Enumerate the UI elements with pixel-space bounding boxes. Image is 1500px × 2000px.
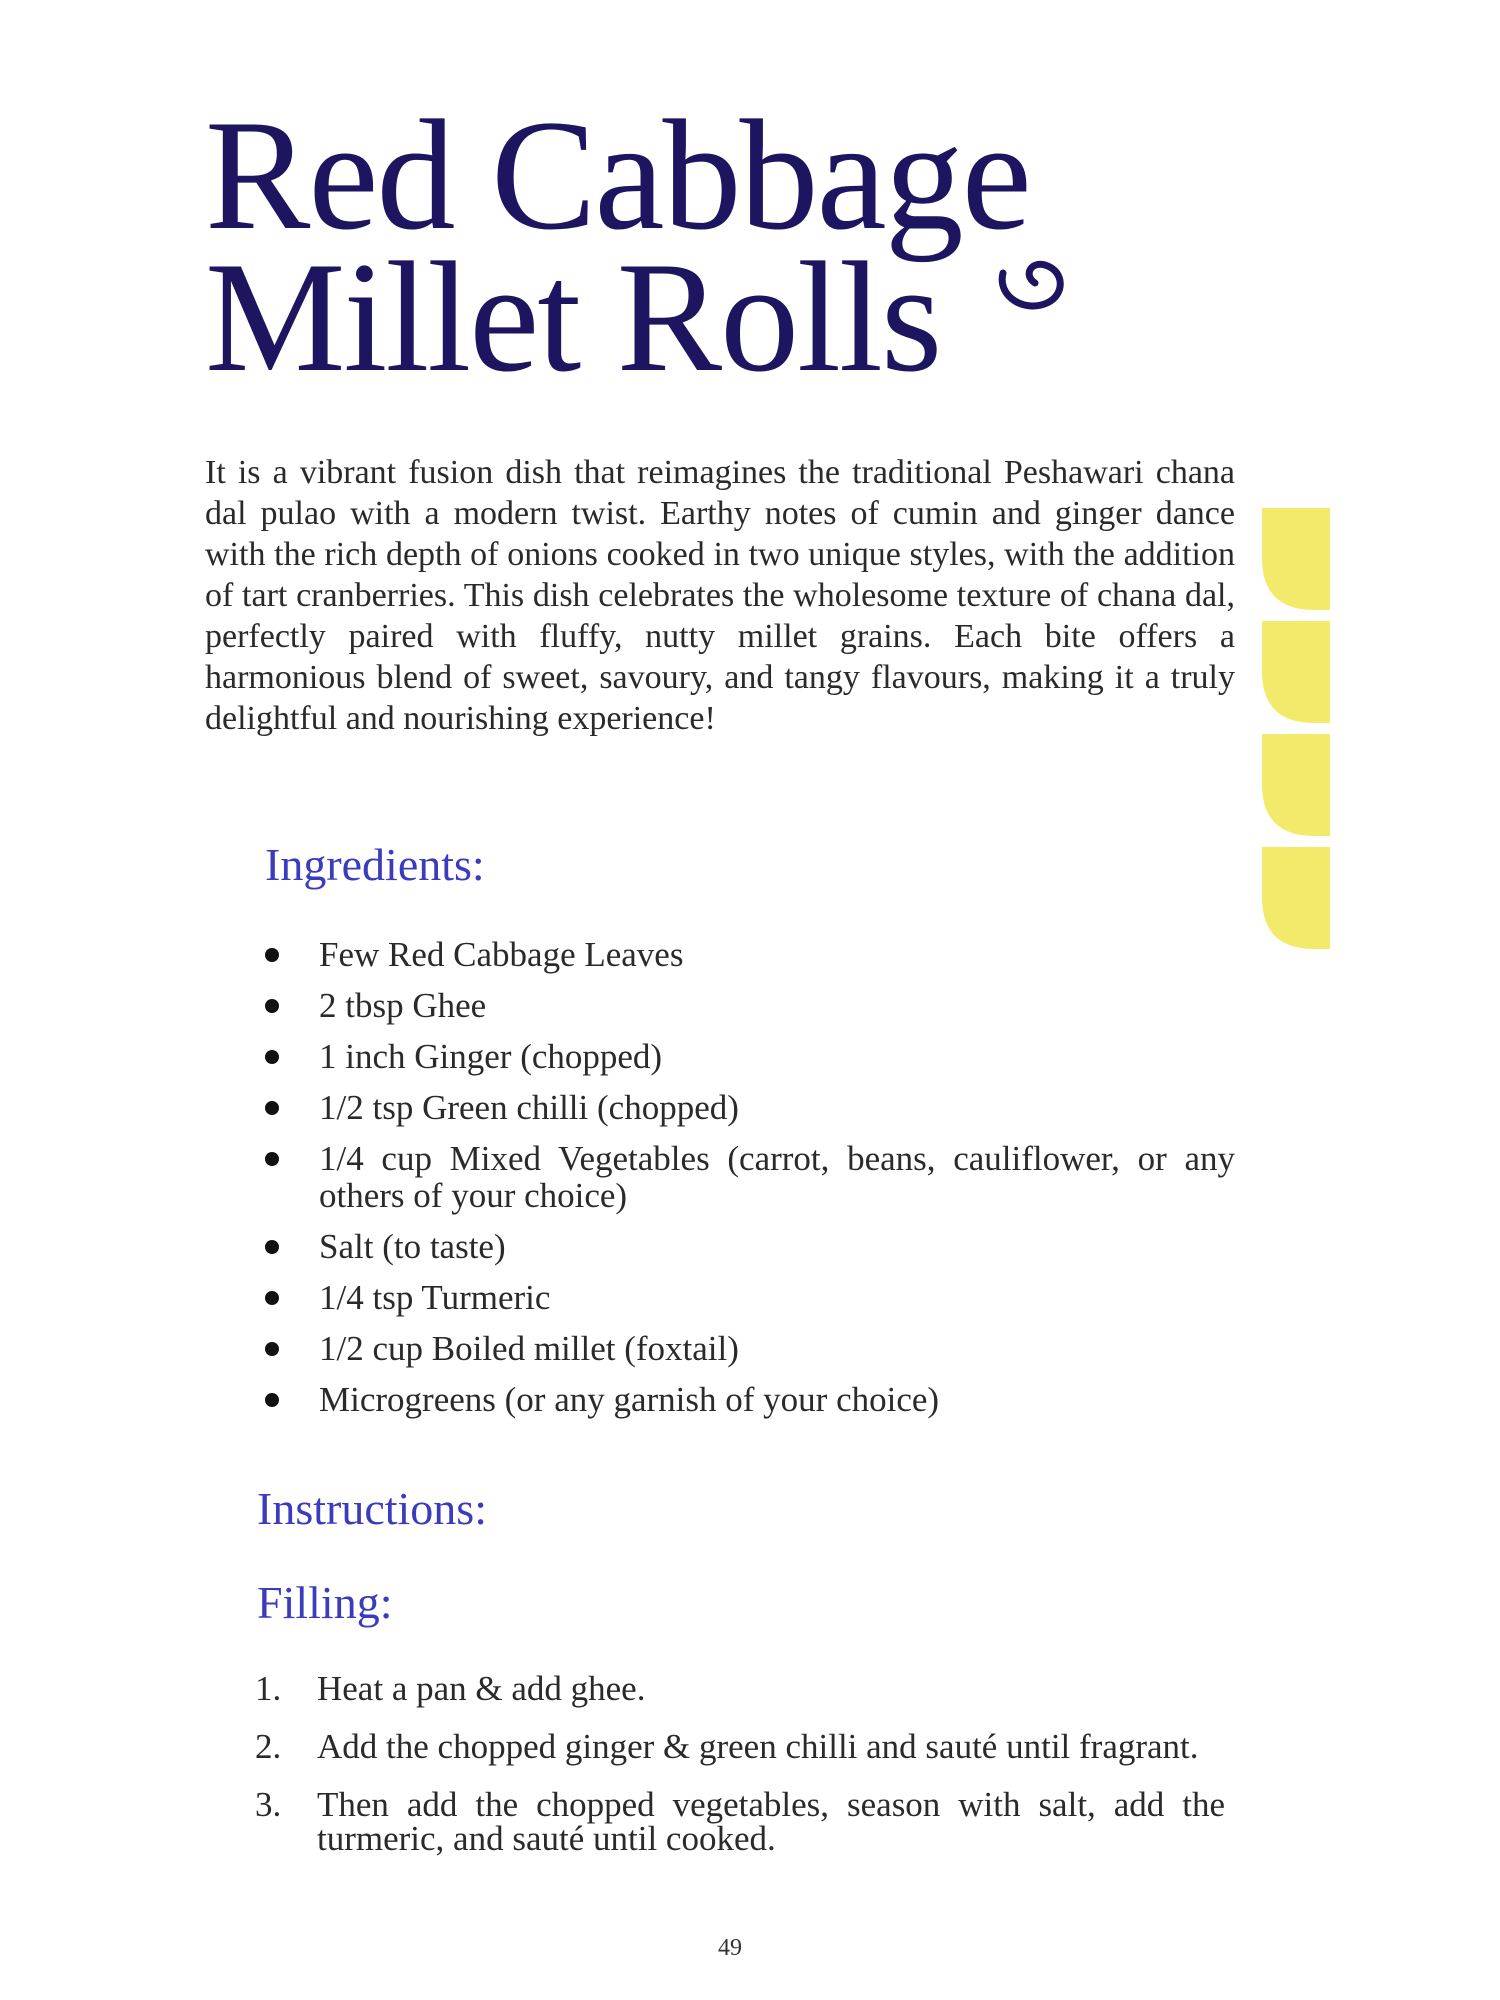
- instruction-step: [255, 1785, 1225, 1858]
- ingredient-text: Few Red Cabbage Leaves: [319, 935, 684, 974]
- decorative-side-tabs: [1262, 508, 1330, 960]
- ingredient-item: [255, 1279, 1235, 1316]
- ingredient-text: 1/2 tsp Green chilli (chopped): [319, 1088, 739, 1127]
- ingredient-text: 1/2 cup Boiled millet (foxtail): [319, 1329, 739, 1368]
- ingredient-text: 1/4 cup Mixed Vegetables (carrot, beans, cauliflower, or any others of your choice): [319, 1139, 1235, 1215]
- yellow-tab-shape: [1262, 621, 1330, 723]
- filling-heading: Filling:: [257, 1577, 393, 1628]
- instruction-step: [255, 1669, 1225, 1708]
- bullet-icon: [265, 1342, 279, 1356]
- yellow-tab-shape: [1262, 847, 1330, 949]
- instruction-steps: [255, 1669, 1225, 1880]
- ingredient-text: 2 tbsp Ghee: [319, 986, 487, 1025]
- ingredient-text: 1/4 tsp Turmeric: [319, 1278, 551, 1317]
- intro-paragraph: It is a vibrant fusion dish that reimagines the traditional Peshawari chana dal pulao with a modern twist. Earthy notes of cumin and ginger dance with the rich depth of onions cooked in two unique styles, with the addition of tart cranberries. This dish celebrates the wholesome texture of chana dal, perfectly paired with fluffy, nutty millet grains. Each bite offers a harmonious blend of sweet, savoury, and tangy flavours, making it a truly delightful and nourishing experience!: [205, 454, 1235, 737]
- bullet-icon: [265, 1101, 279, 1115]
- step-number: 1.: [255, 1669, 282, 1708]
- ingredient-item: [255, 1330, 1235, 1367]
- ingredient-text: 1 inch Ginger (chopped): [319, 1037, 663, 1076]
- ingredient-item: [255, 936, 1235, 973]
- ingredient-item: [255, 1381, 1235, 1418]
- title-swash-decoration: [995, 255, 1075, 325]
- instruction-step: [255, 1727, 1225, 1766]
- ingredient-item: [255, 1038, 1235, 1075]
- step-text: Heat a pan & add ghee.: [317, 1669, 646, 1708]
- bullet-icon: [265, 1393, 279, 1407]
- ingredients-heading: Ingredients:: [265, 839, 485, 890]
- yellow-tab-shape: [1262, 734, 1330, 836]
- ingredients-list: [255, 936, 1235, 1432]
- bullet-icon: [265, 1050, 279, 1064]
- instructions-heading: Instructions:: [257, 1483, 487, 1534]
- page-number: 49: [718, 1935, 742, 1961]
- ingredient-item: [255, 1140, 1235, 1214]
- bullet-icon: [265, 1152, 279, 1166]
- recipe-title-line-1: Red Cabbage: [205, 88, 1030, 263]
- ingredient-text: Salt (to taste): [319, 1227, 506, 1266]
- yellow-tab-shape: [1262, 508, 1330, 610]
- ingredient-item: [255, 1228, 1235, 1265]
- step-text: Then add the chopped vegetables, season with salt, add the turmeric, and sauté until cooked.: [317, 1785, 1225, 1858]
- step-text: Add the chopped ginger & green chilli and sauté until fragrant.: [317, 1727, 1199, 1766]
- bullet-icon: [265, 1240, 279, 1254]
- ingredient-text: Microgreens (or any garnish of your choice): [319, 1380, 940, 1419]
- bullet-icon: [265, 948, 279, 962]
- ingredient-item: [255, 987, 1235, 1024]
- step-number: 2.: [255, 1727, 282, 1766]
- recipe-title: [205, 88, 1030, 405]
- ingredient-item: [255, 1089, 1235, 1126]
- bullet-icon: [265, 1291, 279, 1305]
- bullet-icon: [265, 999, 279, 1013]
- step-number: 3.: [255, 1785, 282, 1824]
- recipe-title-line-2: Millet Rolls: [205, 230, 941, 405]
